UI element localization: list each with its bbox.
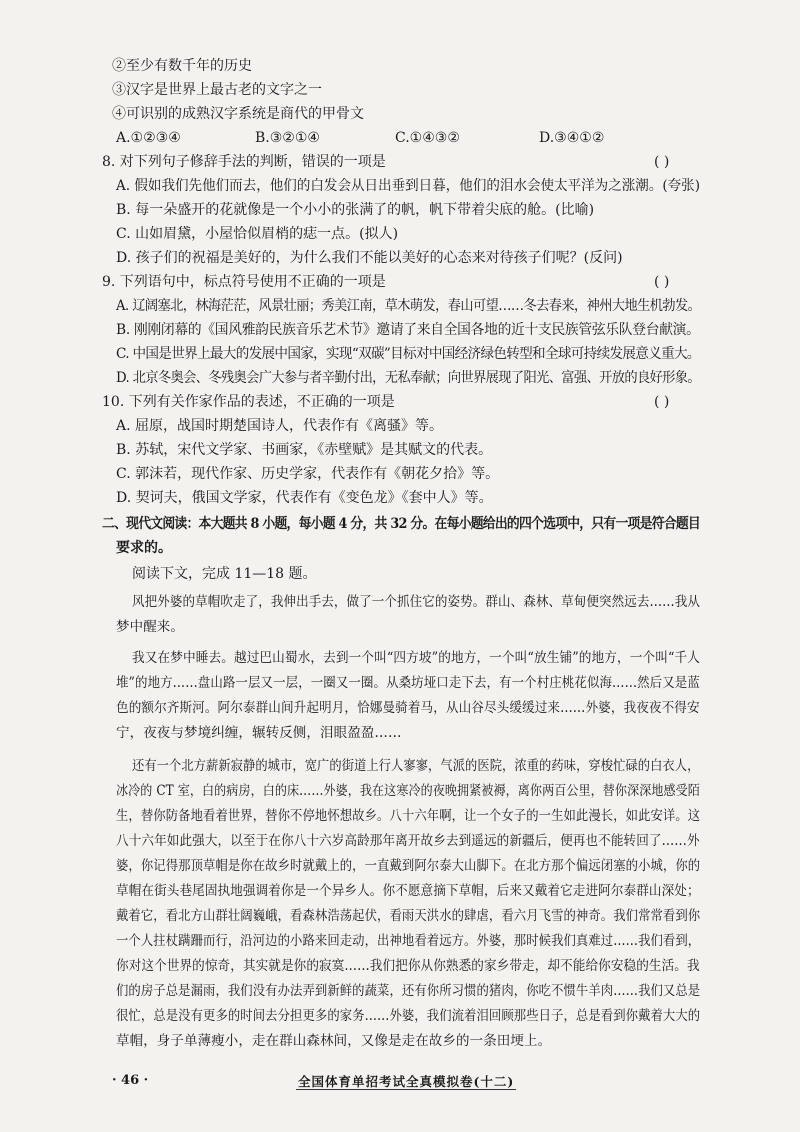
footer-title: 全国体育单招考试全真模拟卷(十二) <box>298 1074 515 1089</box>
section2-heading: 二、现代文阅读：本大题共 8 小题，每小题 4 分，共 32 分。在每小题给出的四个选项中，只有一项是符合题目 <box>102 516 700 532</box>
q8-answer-bracket: ( ) <box>654 154 670 170</box>
passage-line: 宁，夜夜与梦境纠缠，辗转反侧，泪眼盈盈…… <box>116 725 402 741</box>
q9-option-d: D. 北京冬奥会、冬残奥会广大参与者辛勤付出，无私奉献；向世界展现了阳光、富强、开放的良好形象。 <box>116 370 700 386</box>
q7-option-d: D.③④①② <box>539 130 605 146</box>
q10-option-c: C. 郭沫若，现代作家、历史学家，代表作有《朝花夕拾》等。 <box>116 466 500 482</box>
passage-line: 堆”的地方……盘山路一层又一层，一圈又一圈。从桑坊垭口走下去，有一个村庄桃花似海……然后又是蓝 <box>116 675 700 691</box>
q10-stem: 10. 下列有关作家作品的表述，不正确的一项是 <box>102 394 395 410</box>
passage-line: 你对这个世界的惊奇，其实就是你的寂寞……我们把你从你熟悉的家乡带走，却不能给你安稳的生活。我 <box>116 958 700 974</box>
q8-option-d: D. 孩子们的祝福是美好的，为什么我们不能以美好的心态来对待孩子们呢？(反问) <box>116 250 623 266</box>
q7-item-3: ③汉字是世界上最古老的文字之一 <box>112 82 322 98</box>
passage-line: 我又在梦中睡去。越过巴山蜀水，去到一个叫“四方坡”的地方，一个叫“放生铺”的地方，一个叫“千人 <box>132 650 701 666</box>
q10-option-b: B. 苏轼，宋代文学家、书画家，《赤壁赋》是其赋文的代表。 <box>116 442 493 458</box>
passage-line: 草帽在街头巷尾固执地强调着你是一个异乡人。你不愿意摘下草帽，后来又戴着它走进阿尔泰群山深处； <box>116 883 700 899</box>
q9-option-c: C. 中国是世界上最大的发展中国家，实现“双碳”目标对中国经济绿色转型和全球可持续发展意义重大。 <box>116 346 700 362</box>
q8-option-a: A. 假如我们先他们而去，他们的白发会从日出垂到日暮，他们的泪水会使太平洋为之涨潮。(夸张) <box>116 178 701 194</box>
passage-line: 很忙，总是没有更多的时间去分担更多的家务……外婆，我们流着泪回顾那些日子，总是看到你戴着大大的 <box>116 1008 701 1024</box>
passage-line: 八十六年如此强大，以至于在你八十六岁高龄那年离开故乡去到遥远的新疆后，便再也不能转回了……外 <box>116 833 700 849</box>
passage-line: 一个人拄杖蹒跚而行，沿河边的小路来回走动，出神地看着远方。外婆，那时候我们真难过……我们看到， <box>116 933 701 949</box>
passage-line: 梦中醒来。 <box>116 619 184 635</box>
passage-line: 们的房子总是漏雨，我们没有办法弄到新鲜的蔬菜，还有你所习惯的猪肉，你吃不惯牛羊肉……我们又总是 <box>116 983 701 999</box>
passage-line: 冰冷的 CT 室，白的病房，白的床……外婆，我在这寒冷的夜晚拥紧被褥，离你两百公里，替你深深地感受陌 <box>116 783 700 799</box>
q10-option-a: A. 屈原，战国时期楚国诗人，代表作有《离骚》等。 <box>116 418 444 434</box>
q10-option-d: D. 契诃夫，俄国文学家，代表作有《变色龙》《套中人》等。 <box>116 490 493 506</box>
passage-line: 色的额尔齐斯河。阿尔泰群山间升起明月，恰娜曼骑着马，从山谷尽头缓缓过来……外婆，我夜夜不得安 <box>116 700 700 716</box>
q7-item-4: ④可识别的成熟汉字系统是商代的甲骨文 <box>112 106 364 122</box>
page-number: · 46 · <box>112 1073 149 1088</box>
passage-line: 婆，你记得那顶草帽是你在故乡时就戴上的，一直戴到阿尔泰大山脚下。在北方那个偏远闭塞的小城，你的 <box>116 858 701 874</box>
q8-option-b: B. 每一朵盛开的花就像是一个小小的张满了的帆，帆下带着尖底的舱。(比喻) <box>116 202 595 218</box>
passage-line: 戴着它，看北方山群壮阔巍峨，看森林浩荡起伏，看雨天洪水的肆虐，看六月飞雪的神奇。我们常常看到你 <box>116 908 701 924</box>
q8-option-c: C. 山如眉黛，小屋恰似眉梢的痣一点。(拟人) <box>116 226 399 242</box>
q8-stem: 8. 对下列句子修辞手法的判断，错误的一项是 <box>102 154 386 170</box>
q7-item-2: ②至少有数千年的历史 <box>112 58 252 74</box>
passage-line: 风把外婆的草帽吹走了，我伸出手去，做了一个抓住它的姿势。群山、森林、草甸便突然远去……我从 <box>132 594 700 610</box>
q10-answer-bracket: ( ) <box>654 394 670 410</box>
q7-option-b: B.③②①④ <box>255 130 320 146</box>
q7-option-a: A.①②③④ <box>116 130 181 146</box>
passage-line: 草帽，身子单薄瘦小，走在群山森林间，又像是走在故乡的一条田埂上。 <box>116 1033 552 1049</box>
q7-option-c: C.①④③② <box>395 130 460 146</box>
q9-answer-bracket: ( ) <box>654 274 670 290</box>
q9-option-b: B. 刚刚闭幕的《国风雅韵民族音乐艺术节》邀请了来自全国各地的近十支民族管弦乐队登台献演。 <box>116 322 700 338</box>
section2-heading-cont: 要求的。 <box>116 540 172 556</box>
passage-line: 生，替你防备地看着世界，替你不停地怀想故乡。八十六年啊，让一个女子的一生如此漫长，如此安详。这 <box>116 808 701 824</box>
passage-line: 还有一个北方薪新寂静的城市，宽广的街道上行人寥寥，气派的医院，浓重的药味，穿梭忙碌的白衣人， <box>132 758 700 774</box>
q9-option-a: A. 辽阔塞北，林海茫茫，风景壮丽；秀美江南，草木萌发，春山可望……冬去春来，神州大地生机勃发。 <box>116 298 701 314</box>
q9-stem: 9. 下列语句中，标点符号使用不正确的一项是 <box>102 274 386 290</box>
reading-instruction: 阅读下文，完成 11—18 题。 <box>132 566 317 582</box>
